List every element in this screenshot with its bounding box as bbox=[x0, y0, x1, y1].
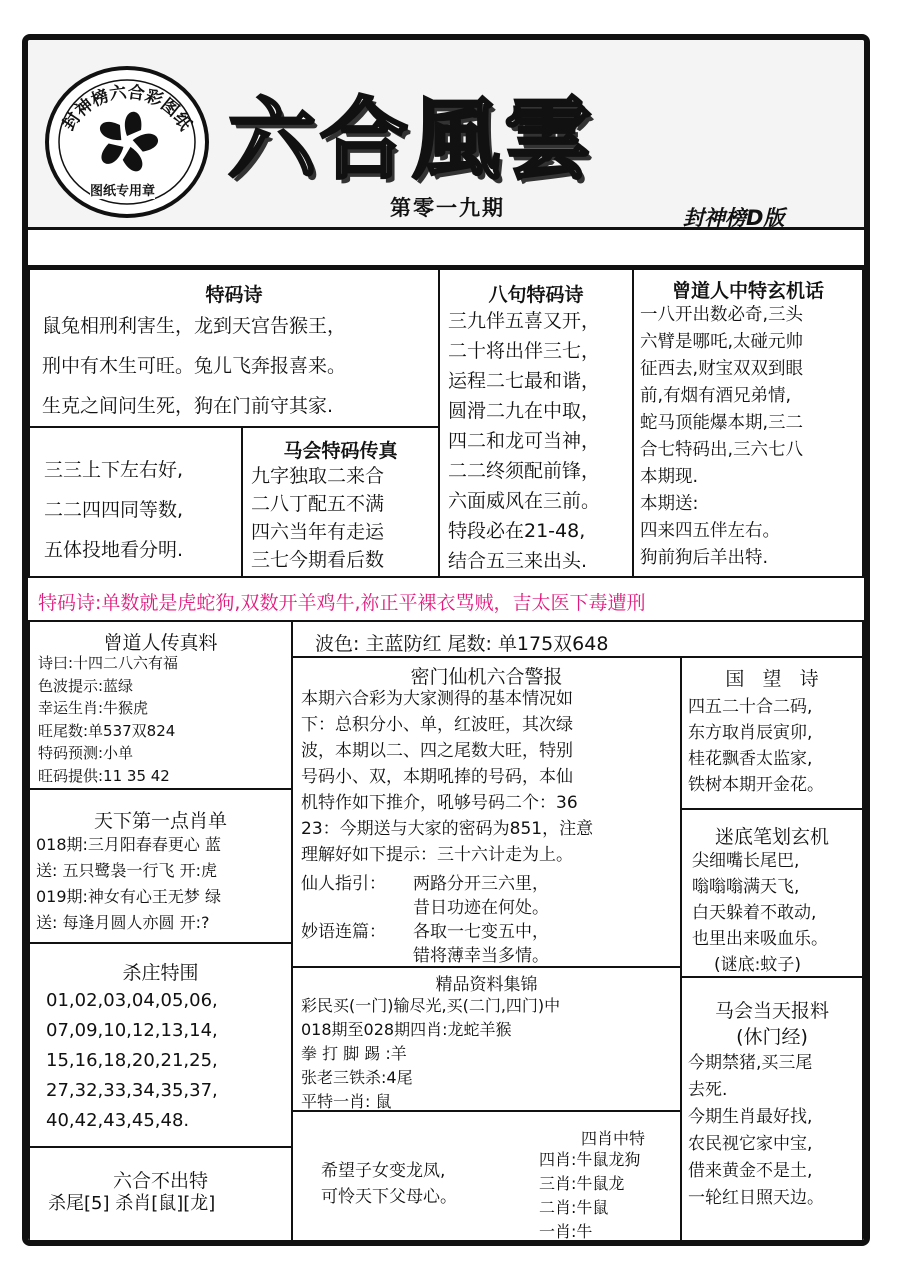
collection-line: 张老三铁杀:4尾 bbox=[301, 1068, 413, 1087]
kill-range-line: 01,02,03,04,05,06, bbox=[46, 990, 218, 1011]
kill-range-lines bbox=[46, 986, 218, 1136]
wave-box bbox=[291, 620, 864, 658]
kill-range-line: 27,32,33,34,35,37, bbox=[46, 1080, 218, 1101]
fax-info-line: 幸运生肖:牛猴虎 bbox=[38, 699, 149, 717]
riddle-title: 迷底笔划玄机 bbox=[714, 826, 829, 848]
edition-label: 封神榜D版 bbox=[683, 206, 785, 230]
horse-fax-lines bbox=[251, 462, 384, 574]
eight-poem-line: 运程二七最和谐， bbox=[448, 370, 601, 392]
collection-title: 精品资料集锦 bbox=[435, 975, 538, 995]
horse-daily-line: 借来黄金不是土, bbox=[688, 1161, 813, 1181]
fax-info-line: 特码预测:小单 bbox=[38, 744, 134, 762]
hope-line: 可怜天下父母心。 bbox=[321, 1187, 457, 1207]
kill-range-box bbox=[28, 942, 293, 1148]
four-zodiac-lines bbox=[539, 1148, 640, 1244]
hope-line: 希望子女变龙凤, bbox=[321, 1161, 446, 1181]
collection-line: 彩民买(一门)输尽光,买(二门,四门)中 bbox=[301, 996, 561, 1015]
eight-poem-line: 圆滑二九在中取， bbox=[448, 400, 601, 422]
first-zodiac-line: 送: 每逢月圆人亦圆 开:? bbox=[36, 913, 210, 932]
riddle-line: (谜底:蚊子) bbox=[714, 955, 801, 975]
horse-daily-line: 一轮红日照天边。 bbox=[688, 1188, 824, 1208]
gaze-poem-line: 东方取肖辰寅卯, bbox=[688, 723, 813, 743]
banner-box bbox=[28, 576, 864, 622]
kill-range-title: 杀庄特围 bbox=[122, 962, 199, 984]
secret-line: 波，本期以二、四之尾数大旺，特别 bbox=[301, 741, 573, 761]
no-special-box bbox=[28, 1146, 293, 1246]
first-zodiac-line: 019期:神女有心王无梦 绿 bbox=[36, 887, 222, 906]
taoist-line: 狗前狗后羊出特. bbox=[640, 548, 769, 568]
eight-poem-line: 特段必在21-48, bbox=[448, 520, 586, 542]
secret-verse-line: 错将薄幸当多情。 bbox=[413, 946, 549, 966]
taoist-title: 曾道人中特玄机话 bbox=[671, 280, 824, 302]
page-frame bbox=[22, 34, 870, 1246]
seal-top-text: 封神榜六合彩图纸 bbox=[58, 82, 196, 135]
eight-poem-line: 二十将出伴三七， bbox=[448, 340, 601, 362]
kill-range-line: 07,09,10,12,13,14, bbox=[46, 1020, 218, 1041]
secret-line: 23：今期送与大家的密码为851，注意 bbox=[301, 819, 594, 839]
secret-box bbox=[291, 656, 682, 968]
secret-line: 下：总积分小、单，红波旺，其次绿 bbox=[301, 715, 573, 735]
blank-strip bbox=[28, 230, 864, 268]
riddle-lines bbox=[692, 848, 828, 978]
special-poem-line: 刑中有木生可旺。兔儿飞奔报喜来。 bbox=[42, 355, 347, 377]
fax-info-title: 曾道人传真料 bbox=[103, 632, 218, 654]
riddle-box bbox=[680, 808, 864, 978]
collection-box bbox=[291, 966, 682, 1112]
hope-lines bbox=[321, 1158, 457, 1210]
fax-info-line: 旺码提供:11 35 42 bbox=[38, 766, 170, 785]
horse-fax-box bbox=[241, 426, 440, 578]
secret-verse-line: 各取一七变五中， bbox=[413, 922, 549, 942]
fax-info-line: 色波提示:蓝绿 bbox=[38, 676, 134, 695]
special-poem-lines bbox=[42, 306, 346, 426]
fax-info-lines bbox=[38, 652, 178, 787]
horse-daily-line: 今期生肖最好找, bbox=[688, 1107, 813, 1127]
secret-lines bbox=[301, 686, 593, 868]
secret-title: 密门仙机六合警报 bbox=[410, 666, 563, 688]
no-special-line: 杀尾[5] 杀肖[鼠][龙] bbox=[48, 1193, 216, 1214]
taoist-line: 本期现. bbox=[640, 467, 699, 487]
first-zodiac-line: 送: 五只鹭袅一行飞 开:虎 bbox=[36, 861, 217, 880]
horse-daily-box bbox=[680, 976, 864, 1246]
eight-poem-line: 二二终须配前锋， bbox=[448, 460, 601, 482]
secret-line: 本期六合彩为大家测得的基本情况如 bbox=[301, 689, 573, 709]
riddle-line: 也里出来吸血乐。 bbox=[692, 929, 828, 949]
horse-daily-line: 今期禁猪,买三尾 bbox=[688, 1053, 813, 1073]
four-zodiac-line: 三肖:牛鼠龙 bbox=[539, 1174, 625, 1193]
small-poem-box bbox=[28, 426, 243, 578]
horse-fax-line: 二八丁配五不满 bbox=[251, 493, 385, 515]
taoist-lines bbox=[640, 302, 803, 572]
first-zodiac-box bbox=[28, 788, 293, 944]
special-poem-line: 生克之间问生死，狗在门前守其家. bbox=[42, 395, 334, 417]
fax-info-box bbox=[28, 620, 293, 790]
seal-bottom-text: 图纸专用章 bbox=[90, 180, 155, 199]
first-zodiac-line: 018期:三月阳春春更心 蓝 bbox=[36, 835, 222, 854]
secret-label-verse: 妙语连篇： bbox=[301, 922, 386, 942]
header-panel bbox=[28, 40, 864, 230]
secret-line: 机特作如下推介，吼够号码二个：36 bbox=[301, 793, 578, 813]
collection-line: 拳 打 脚 踢 :羊 bbox=[301, 1044, 407, 1063]
issue-number: 第零一九期 bbox=[390, 196, 505, 220]
secret-verse-line: 昔日功迹在何处。 bbox=[413, 898, 549, 918]
eight-poem-line: 三九伴五喜又开， bbox=[448, 310, 601, 332]
riddle-line: 尖细嘴长尾巴, bbox=[692, 851, 800, 871]
special-poem-box bbox=[28, 268, 440, 428]
first-zodiac-title: 天下第一点肖单 bbox=[93, 810, 227, 832]
four-zodiac-line: 二肖:牛鼠 bbox=[539, 1198, 609, 1217]
masthead-title: 六合風雲 bbox=[228, 87, 597, 191]
secret-line: 理解好如下提示：三十六计走为上。 bbox=[301, 845, 573, 865]
small-poem-lines bbox=[44, 450, 183, 570]
horse-daily-lines bbox=[688, 1050, 824, 1212]
eight-poem-line: 四二和龙可当神， bbox=[448, 430, 601, 452]
special-poem-line: 鼠兔相刑利害生，龙到天宫告猴王， bbox=[42, 315, 347, 337]
gaze-poem-box bbox=[680, 656, 864, 810]
horse-daily-line: 农民视它家中宝, bbox=[688, 1134, 813, 1154]
taoist-line: 征西去,财宝双双到眼 bbox=[640, 359, 804, 379]
taoist-line: 前,有烟有酒兄弟情, bbox=[640, 386, 792, 406]
gaze-poem-line: 四五二十合二码, bbox=[688, 697, 813, 717]
horse-fax-title: 马会特码传真 bbox=[283, 440, 398, 462]
four-zodiac-line: 四肖:牛鼠龙狗 bbox=[539, 1150, 641, 1169]
first-zodiac-lines bbox=[36, 832, 221, 936]
secret-verse-line: 两路分开三六里， bbox=[413, 874, 549, 894]
taoist-line: 一八开出数必奇,三头 bbox=[640, 305, 804, 325]
no-special-title: 六合不出特 bbox=[112, 1170, 208, 1192]
four-zodiac-line: 一肖:牛 bbox=[539, 1222, 593, 1241]
taoist-line: 蛇马顶能爆本期,三二 bbox=[640, 413, 804, 433]
kill-range-line: 40,42,43,45,48. bbox=[46, 1110, 190, 1131]
special-poem-title: 特码诗 bbox=[205, 284, 263, 306]
gaze-poem-line: 铁树本期开金花。 bbox=[688, 775, 824, 795]
eight-poem-box bbox=[438, 268, 634, 578]
riddle-line: 白天躲着不敢动, bbox=[692, 903, 817, 923]
secret-label-guide: 仙人指引： bbox=[301, 874, 386, 894]
small-poem-line: 五体投地看分明. bbox=[44, 539, 184, 561]
taoist-box bbox=[632, 268, 864, 578]
taoist-line: 本期送: bbox=[640, 494, 699, 514]
fax-info-line: 旺尾数:单537双824 bbox=[38, 721, 176, 740]
collection-lines bbox=[301, 994, 560, 1112]
fax-info-line: 诗曰:十四二八六有福 bbox=[38, 654, 179, 672]
collection-line: 平特一肖: 鼠 bbox=[301, 1092, 392, 1111]
horse-daily-title: 马会当天报料 bbox=[714, 1000, 829, 1022]
banner-text: 特码诗:单数就是虎蛇狗,双数开羊鸡牛,祢正平裸衣骂贼，吉太医下毒遭刑 bbox=[38, 592, 646, 614]
eight-poem-title: 八句特码诗 bbox=[488, 284, 584, 306]
collection-line: 018期至028期四肖:龙蛇羊猴 bbox=[301, 1020, 512, 1039]
bottom-center-box bbox=[291, 1110, 682, 1246]
gaze-poem-title: 国 望 诗 bbox=[725, 668, 819, 690]
horse-fax-line: 四六当年有走运 bbox=[251, 521, 385, 543]
four-zodiac-title: 四肖中特 bbox=[581, 1129, 646, 1148]
kill-range-line: 15,16,18,20,21,25, bbox=[46, 1050, 218, 1071]
horse-fax-line: 九字独取二来合 bbox=[251, 465, 385, 487]
secret-verse bbox=[413, 872, 549, 968]
riddle-line: 嗡嗡嗡满天飞, bbox=[692, 877, 800, 897]
wave-text: 波色: 主蓝防红 尾数: 单175双648 bbox=[315, 633, 609, 655]
small-poem-line: 三三上下左右好, bbox=[44, 459, 184, 481]
taoist-line: 四来四五伴左右。 bbox=[640, 521, 780, 541]
secret-line: 号码小、双，本期吼捧的号码，本仙 bbox=[301, 767, 573, 787]
small-poem-line: 二二四四同等数, bbox=[44, 499, 184, 521]
eight-poem-lines bbox=[448, 306, 600, 576]
horse-fax-line: 三七今期看后数 bbox=[251, 549, 385, 571]
taoist-line: 合七特码出,三六七八 bbox=[640, 440, 804, 460]
taoist-line: 六臂是哪吒,太碰元帅 bbox=[640, 332, 804, 352]
eight-poem-line: 六面威风在三前。 bbox=[448, 490, 601, 512]
gaze-poem-line: 桂花飘香太监家, bbox=[688, 749, 813, 769]
horse-daily-line: 去死. bbox=[688, 1080, 728, 1100]
eight-poem-line: 结合五三来出头. bbox=[448, 550, 588, 572]
gaze-poem-lines bbox=[688, 694, 824, 798]
horse-daily-subtitle: (休门经) bbox=[736, 1026, 808, 1048]
